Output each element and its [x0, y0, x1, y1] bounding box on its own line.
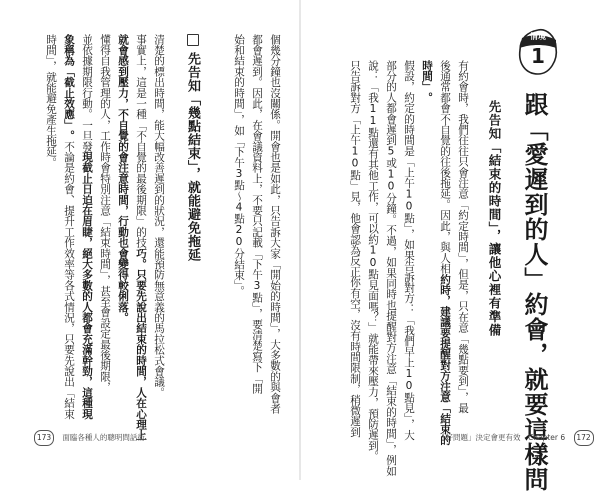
chapter-subtitle: 先告知「結束的時間」，讓他心裡有準備	[487, 100, 502, 337]
section-heading: 先告知「幾點結束」，就能避免拖延	[185, 52, 200, 262]
text-line: 清楚的標出時間，能大幅改善遲到的狀況，還能預防無意義的馬拉松式會議。	[153, 34, 165, 398]
text-line: 只告訴對方「上午10點」見，他會認為反正你有空，沒有時間限制，稍微遲到	[349, 60, 361, 438]
text-line: 始和結束的時間」，如「下午3點～4點20分結束」。	[233, 34, 245, 297]
page-number-left: 173	[34, 430, 54, 446]
text-line: 都會遲到。因此，在會議資料上，不要只記載「下午3點」，要清楚寫下「開	[251, 34, 263, 394]
text-line: 象稱為「截止效應」。不論是約會、提升工作效率等各式情況，只要先說出「結束	[63, 34, 75, 420]
section-square-icon	[187, 34, 199, 46]
chapter-title: 跟「愛遲到的人」約會，就要這樣問	[520, 92, 548, 492]
text-line: 時間」，就能避免產生拖延。	[45, 34, 57, 168]
text-line: 懂得自我管理的人，工作時會特別注意「結束時間」，甚至會設定最後期限，	[99, 34, 111, 393]
badge-label: 情境	[530, 32, 546, 41]
page-gutter	[299, 0, 301, 480]
page-number-right: 172	[574, 430, 594, 446]
text-line: 假設，約定的時間是「上午10點」，如果告訴對方：「我們早上10點見」，大	[403, 60, 415, 441]
footer-left-text: 面臨各種人的聰明問話術	[62, 433, 145, 442]
text-line: 有約會時，我們往往只會注意「約定時間」，但是，只在意「幾點要到」，最	[457, 60, 469, 414]
footer-left	[34, 430, 145, 446]
text-line: 部分的人都會遲到5或10分鐘。不過，如果同時也提醒對方注意「結束的時間」，例如	[385, 60, 397, 477]
text-line: 個幾分鐘也沒關係。開會也是如此，只告訴大家「開始的時間」，大多數的與會者	[269, 34, 281, 414]
badge-number: 1	[531, 44, 545, 68]
footer-right	[438, 430, 594, 446]
footer-right-text: 「好問題」決定會更有效 Chapter 6	[438, 433, 566, 442]
right-page-body	[322, 60, 472, 477]
text-line: 並依據期限行動。一旦發現截止日迫在眉睫，絕大多數的人都會充滿幹勁，這種現	[81, 34, 93, 420]
left-page-body-top	[226, 34, 284, 414]
text-line: 說：「我11點還有其他工作，可以約10點見面嗎？」就能帶來壓力，預防遲到。	[367, 60, 379, 462]
text-line: 後通常都會不自覺的往後拖延。因此，與人相約時，建議要提醒對方注意「結束的	[439, 60, 451, 446]
text-line: 事實上，這是一種「不自覺的最後期限」的技巧。只要先說出結束的時間，人在心理上	[135, 34, 147, 441]
text-line: 就會感到壓力，不自覺的會注意時間，行動也會變得較俐落。	[117, 34, 129, 323]
text-line: 時間」。	[421, 60, 433, 103]
